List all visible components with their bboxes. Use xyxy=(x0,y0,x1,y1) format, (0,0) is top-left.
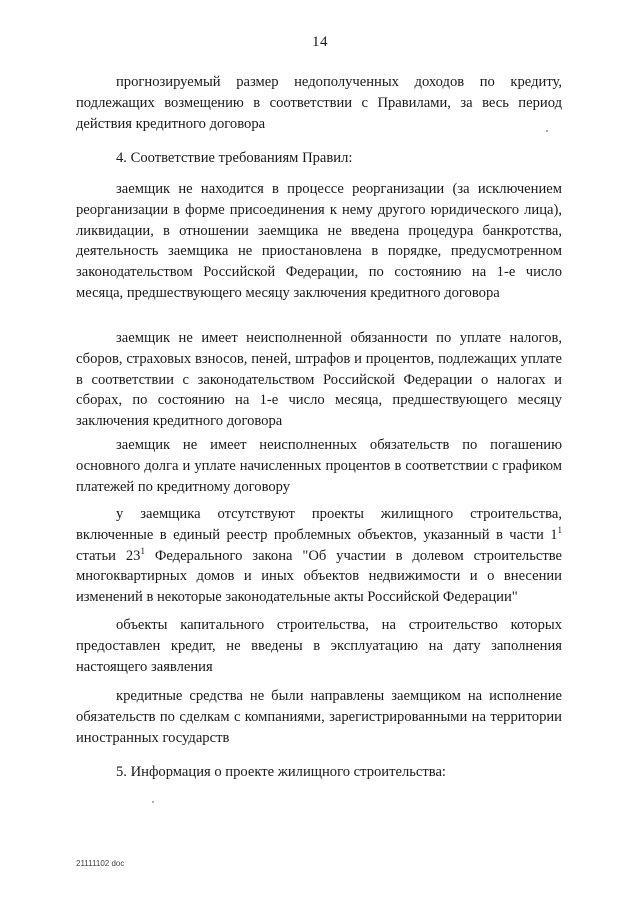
paragraph-objects-not-commissioned xyxy=(76,615,562,677)
paragraph-no-foreign-transactions-text: кредитные средства не были направлены заемщиком на исполнение обязательств по сделкам с компаниями, зарегистрированными на территории иностранных государств xyxy=(76,688,562,746)
paragraph-forecast-income xyxy=(76,72,562,134)
paragraph-no-reorganization-text: заемщик не находится в процессе реорганизации (за исключением реорганизации в форме присоединения к нему другого юридического лица), ликвидации, в отношении заемщика не введена процедура банкротства, деятельность заемщика не приостановлена в порядке, предусмотренном законодательством Российской Федерации, по состоянию на 1-е число месяца, предшествующего месяцу заключения кредитного договора xyxy=(76,181,562,301)
superscript: 1 xyxy=(140,545,145,556)
paragraph-no-loan-debt-text: заемщик не имеет неисполненных обязательств по погашению основного долга и уплате начисленных процентов в соответствии с графиком платежей по кредитному договору xyxy=(76,437,562,495)
paragraph-no-reorganization xyxy=(76,179,562,304)
paragraph-no-loan-debt xyxy=(76,435,562,497)
scan-speck xyxy=(546,130,548,132)
page-number: 14 xyxy=(312,34,328,50)
section-heading-4: 4. Соответствие требованиям Правил: xyxy=(116,150,353,166)
paragraph-no-problem-projects xyxy=(76,504,562,608)
section-heading-5: 5. Информация о проекте жилищного строительства: xyxy=(116,764,446,780)
paragraph-no-tax-debt xyxy=(76,328,562,432)
superscript: 1 xyxy=(557,524,562,535)
paragraph-objects-not-commissioned-text: объекты капитального строительства, на строительство которых предоставлен кредит, не введены в эксплуатацию на дату заполнения настоящего заявления xyxy=(76,617,562,675)
paragraph-no-tax-debt-text: заемщик не имеет неисполненной обязанности по уплате налогов, сборов, страховых взносов, пеней, штрафов и процентов, подлежащих уплате в соответствии с законодательством Российской Федерации о налогах и сборах, по состоянию на 1-е число месяца, предшествующего месяцу заключения кредитного договора xyxy=(76,330,562,430)
paragraph-no-problem-projects-text-c: Федерального закона "Об участии в долевом строительстве многоквартирных домов и иных объектов недвижимости и о внесении изменений в некоторые законодательные акты Российской Федерации" xyxy=(76,547,562,606)
document-footer: 21111102 doc xyxy=(76,859,125,868)
paragraph-forecast-income-text: прогнозируемый размер недополученных доходов по кредиту, подлежащих возмещению в соответствии с Правилами, за весь период действия кредитного договора xyxy=(76,74,562,132)
paragraph-no-foreign-transactions xyxy=(76,686,562,748)
paragraph-no-problem-projects-text-a: у заемщика отсутствуют проекты жилищного строительства, включенные в единый реестр проблемных объектов, указанный в части 1 xyxy=(76,506,562,543)
paragraph-no-problem-projects-text-b: статьи 23 xyxy=(76,547,141,564)
scan-speck xyxy=(152,801,154,803)
